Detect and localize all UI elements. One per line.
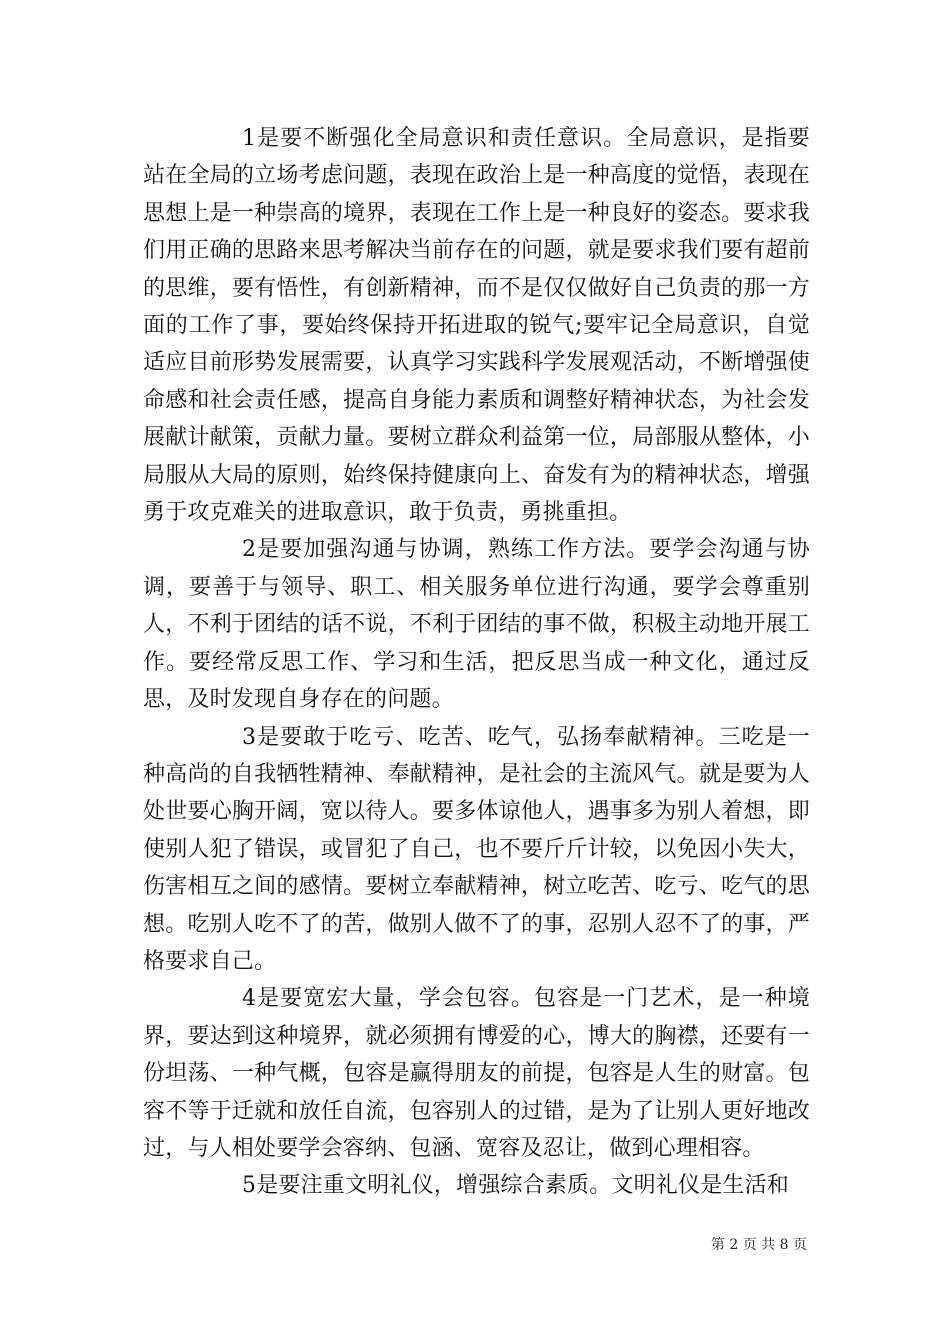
document-body <box>143 120 810 1205</box>
page-number-footer: 第 2 页 共 8 页 <box>710 1237 807 1253</box>
paragraph-3: 3是要敢于吃亏、吃苦、吃气，弘扬奉献精神。三吃是一种高尚的自我牺牲精神、奉献精神，是社会的主流风气。就是要为人处世要心胸开阔，宽以待人。要多体谅他人，遇事多为别人着想，即使别人犯了错误，或冒犯了自己，也不要斤斤计较，以免因小失大，伤害相互之间的感情。要树立奉献精神，树立吃苦、吃亏、吃气的思想。吃别人吃不了的苦，做别人做不了的事，忍别人忍不了的事，严格要求自己。 <box>143 724 810 974</box>
paragraph-2: 2是要加强沟通与协调，熟练工作方法。要学会沟通与协调，要善于与领导、职工、相关服务单位进行沟通，要学会尊重别人，不利于团结的话不说，不利于团结的事不做，积极主动地开展工作。要经常反思工作、学习和生活，把反思当成一种文化，通过反思，及时发现自身存在的问题。 <box>143 537 810 713</box>
paragraph-5: 5是要注重文明礼仪，增强综合素质。文明礼仪是生活和 <box>242 1173 789 1199</box>
paragraph-1: 1是要不断强化全局意识和责任意识。全局意识，是指要站在全局的立场考虑问题，表现在政治上是一种高度的觉悟，表现在思想上是一种崇高的境界，表现在工作上是一种良好的姿态。要求我们用正确的思路来思考解决当前存在的问题，就是要求我们要有超前的思维，要有悟性，有创新精神，而不是仅仅做好自己负责的那一方面的工作了事，要始终保持开拓进取的锐气;要牢记全局意识，自觉适应目前形势发展需要，认真学习实践科学发展观活动，不断增强使命感和社会责任感，提高自身能力素质和调整好精神状态，为社会发展献计献策，贡献力量。要树立群众利益第一位，局部服从整体，小局服从大局的原则，始终保持健康向上、奋发有为的精神状态，增强勇于攻克难关的进取意识，敢于负责，勇挑重担。 <box>143 126 810 526</box>
paragraph-4: 4是要宽宏大量，学会包容。包容是一门艺术，是一种境界，要达到这种境界，就必须拥有博爱的心，博大的胸襟，还要有一份坦荡、一种气概，包容是赢得朋友的前提，包容是人生的财富。包容不等于迁就和放任自流，包容别人的过错，是为了让别人更好地改过，与人相处要学会容纳、包涵、宽容及忍让，做到心理相容。 <box>143 986 810 1161</box>
